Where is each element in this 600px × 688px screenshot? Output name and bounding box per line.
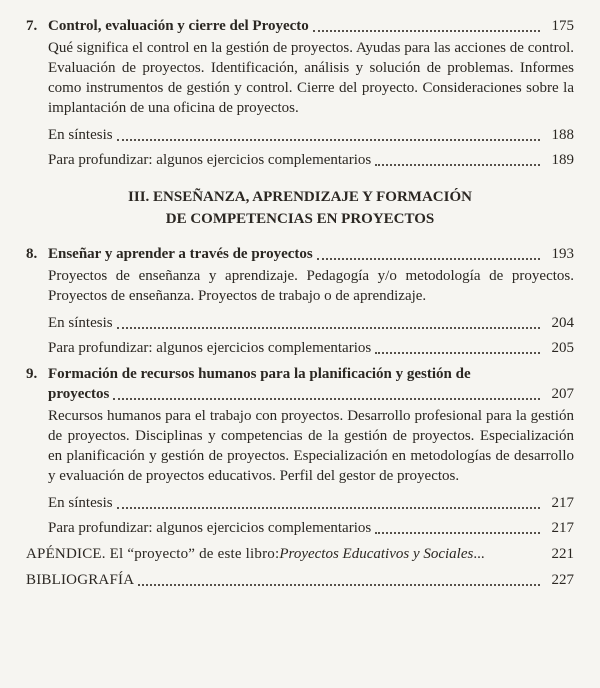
chapter-8-title-line: [26, 244, 574, 264]
apendice-prefix: APÉNDICE. El “proyecto” de este libro:: [26, 546, 280, 562]
chapter-title: Enseñar y aprender a través de proyectos: [48, 246, 313, 262]
subentry-para-profundizar: [48, 338, 574, 358]
subentry-label: Para profundizar: algunos ejercicios complementarios: [48, 340, 372, 356]
chapter-number: 9.: [26, 366, 38, 382]
page-number: 205: [551, 340, 574, 356]
subentry-label: En síntesis: [48, 315, 113, 331]
chapter-number: 8.: [26, 246, 38, 262]
bibliografia-label: BIBLIOGRAFÍA: [26, 572, 135, 588]
subentry-en-sintesis: [48, 493, 574, 513]
apendice-ellipsis: ...: [473, 546, 485, 562]
dot-leader: [113, 398, 540, 400]
toc-entry-bibliografia: [26, 570, 574, 590]
page-number: 204: [551, 315, 574, 331]
section-heading-line-2: DE COMPETENCIAS EN PROYECTOS: [165, 211, 435, 227]
dot-leader: [117, 139, 540, 141]
toc-entry-chapter-8: [26, 244, 574, 358]
page-number: 207: [551, 386, 574, 402]
chapter-7-title-line: [26, 16, 574, 36]
dot-leader: [117, 327, 540, 329]
page-number: 188: [551, 127, 574, 143]
subentry-label: En síntesis: [48, 127, 113, 143]
section-heading-part-3: [26, 186, 574, 230]
chapter-9-title-line-1: [26, 364, 574, 384]
toc-entry-apendice: [26, 544, 574, 564]
page-number: 227: [551, 572, 574, 588]
chapter-description: Recursos humanos para el trabajo con proyectos. Desarrollo profesional para la gestión de proyectos. Disciplinas y competencias de la gestión de proyectos. Especialización en planificación y gestión de proyectos. Especialización en metodologías de desarrollo y evaluación de proyectos educativos. Perfil del gestor de proyectos.: [48, 408, 574, 484]
subentry-en-sintesis: [48, 125, 574, 145]
toc-entry-chapter-7: [26, 16, 574, 170]
subentry-para-profundizar: [48, 150, 574, 170]
chapter-9-title-line-2: [26, 384, 574, 404]
page-number: 221: [551, 546, 574, 562]
chapter-title: Control, evaluación y cierre del Proyecto: [48, 18, 309, 34]
page-number: 193: [551, 246, 574, 262]
chapter-number: 7.: [26, 18, 38, 34]
toc-entry-chapter-9: [26, 364, 574, 538]
subentry-label: Para profundizar: algunos ejercicios complementarios: [48, 520, 372, 536]
chapter-description: Qué significa el control en la gestión de proyectos. Ayudas para las acciones de control. Evaluación de proyectos. Identificación, análisis y solución de problemas. Informes como instrumentos de gestión y control. Cierre del proyecto. Consideraciones sobre la implantación de una oficina de proyectos.: [48, 40, 574, 116]
chapter-title-line-2: proyectos: [48, 386, 110, 402]
chapter-title-line-1: Formación de recursos humanos para la planificación y gestión de: [48, 366, 471, 382]
dot-leader: [313, 30, 540, 32]
apendice-italic-title: Proyectos Educativos y Sociales: [279, 546, 474, 562]
dot-leader: [117, 507, 540, 509]
subentry-label: En síntesis: [48, 495, 113, 511]
dot-leader: [375, 532, 540, 534]
dot-leader: [138, 584, 540, 586]
page-number: 217: [551, 520, 574, 536]
dot-leader: [375, 164, 540, 166]
subentry-label: Para profundizar: algunos ejercicios complementarios: [48, 152, 372, 168]
section-heading-line-1: III. ENSEÑANZA, APRENDIZAJE Y FORMACIÓN: [128, 189, 472, 205]
chapter-description: Proyectos de enseñanza y aprendizaje. Pedagogía y/o metodología de proyectos. Proyectos de enseñanza. Proyectos de trabajo o de aprendizaje.: [48, 268, 574, 304]
subentry-en-sintesis: [48, 313, 574, 333]
page-number: 217: [551, 495, 574, 511]
dot-leader: [317, 258, 540, 260]
subentry-para-profundizar: [48, 518, 574, 538]
page-number: 175: [551, 18, 574, 34]
page-number: 189: [551, 152, 574, 168]
dot-leader: [375, 352, 540, 354]
